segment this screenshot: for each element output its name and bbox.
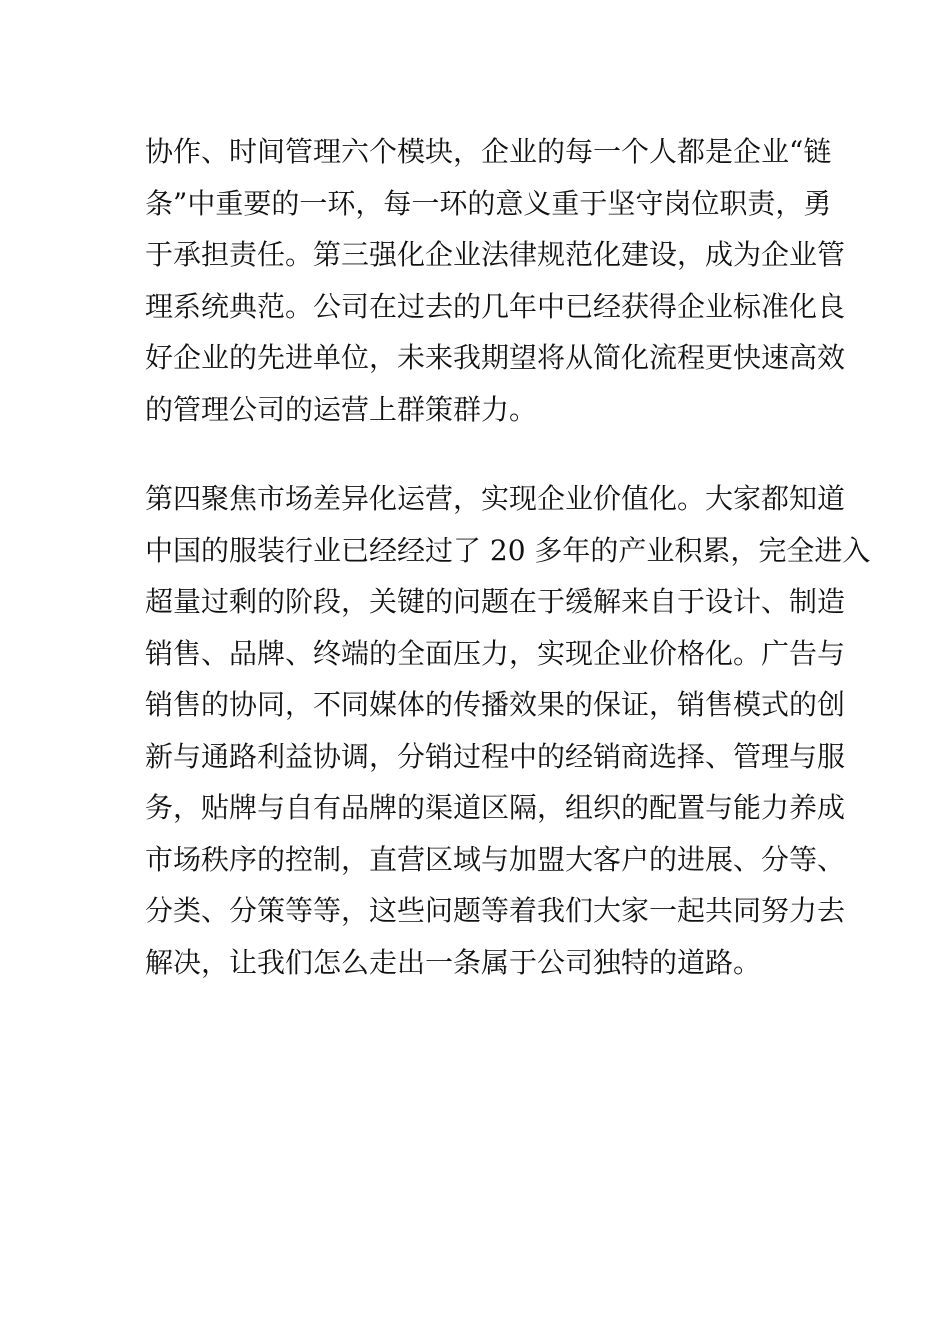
text-line: 理系统典范。公司在过去的几年中已经获得企业标准化良 (145, 289, 846, 323)
text-line: 于承担责任。第三强化企业法律规范化建设，成为企业管 (145, 238, 846, 271)
text-line: 中国的服装行业已经经过了 20 多年的产业积累，完全进入 (145, 533, 871, 567)
text-line: 新与通路利益协调，分销过程中的经销商选择、管理与服 (145, 739, 846, 773)
text-line: 第四聚焦市场差异化运营，实现企业价值化。大家都知道 (145, 482, 846, 515)
text-line: 解决，让我们怎么走出一条属于公司独特的道路。 (145, 945, 762, 979)
text-line: 条”中重要的一环，每一环的意义重于坚守岗位职责，勇 (145, 186, 832, 220)
paragraph (145, 126, 846, 435)
text-line: 市场秩序的控制，直营区域与加盟大客户的进展、分等、 (145, 842, 846, 876)
text-line: 的管理公司的运营上群策群力。 (145, 392, 538, 426)
paragraph (145, 473, 871, 988)
text-line: 销售的协同，不同媒体的传播效果的保证，销售模式的创 (145, 688, 846, 721)
text-line: 协作、时间管理六个模块，企业的每一个人都是企业“链 (145, 135, 832, 168)
text-line: 务，贴牌与自有品牌的渠道区隔，组织的配置与能力养成 (145, 791, 846, 824)
text-line: 销售、品牌、终端的全面压力，实现企业价格化。广告与 (145, 636, 846, 670)
text-line: 好企业的先进单位，未来我期望将从简化流程更快速高效 (145, 341, 846, 374)
text-line: 超量过剩的阶段，关键的问题在于缓解来自于设计、制造 (145, 585, 846, 618)
text-line: 分类、分策等等，这些问题等着我们大家一起共同努力去 (145, 894, 846, 927)
